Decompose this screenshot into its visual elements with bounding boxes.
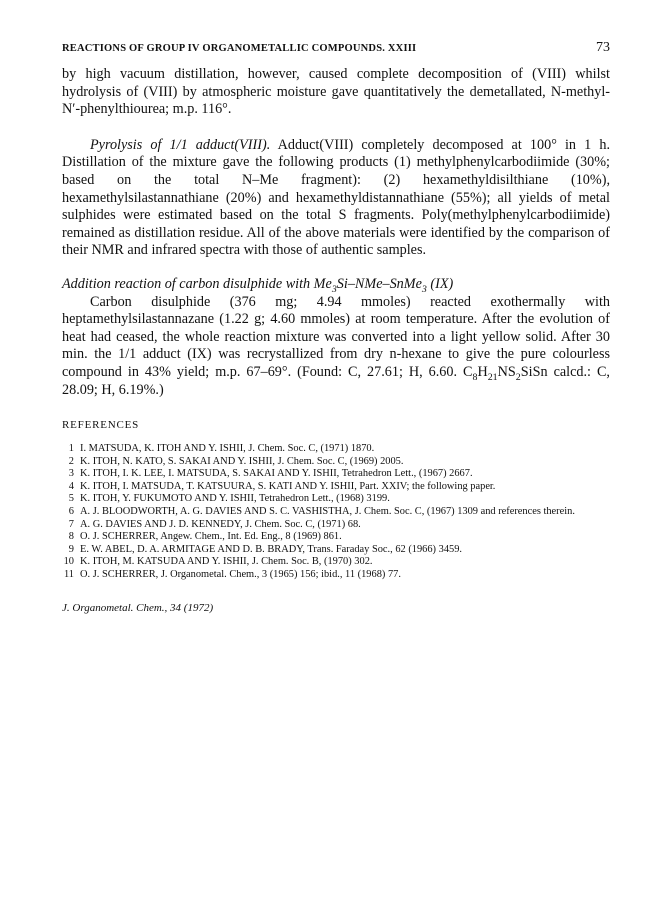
reference-item [62, 468, 610, 481]
paragraph-distillation: by high vacuum distillation, however, caused complete decomposition of (VIII) whilst hydrolysis of (VIII) by atmospheric moisture gave quantitatively the demetallated, N-methyl-N′-phenylthiourea; m.p. 116°. [62, 66, 610, 118]
page-number: 73 [596, 40, 610, 55]
reference-item [62, 569, 610, 582]
reference-text: A. G. DAVIES AND J. D. KENNEDY, J. Chem. Soc. C, (1971) 68. [80, 518, 361, 530]
reference-item [62, 493, 610, 506]
paper-page [62, 40, 610, 614]
reference-number: 4 [68, 480, 74, 492]
reference-text: I. MATSUDA, K. ITOH AND Y. ISHII, J. Chem. Soc. C, (1971) 1870. [80, 443, 375, 455]
paragraph-pyrolysis [62, 137, 610, 260]
reference-text: K. ITOH, I. K. LEE, I. MATSUDA, S. SAKAI AND Y. ISHII, Tetrahedron Lett., (1967) 2667. [80, 468, 473, 480]
reference-text: K. ITOH, M. KATSUDA AND Y. ISHII, J. Chem. Soc. B, (1970) 302. [80, 556, 373, 568]
formula: $C_8H_{21}NS_2SiSn$ [463, 363, 548, 383]
reference-item [62, 531, 610, 544]
reference-number: 9 [68, 543, 74, 555]
reference-number: 2 [68, 455, 74, 467]
reference-item [62, 443, 610, 456]
calcd-values: calcd.: C, 28.09; H, 6.19%.) [62, 363, 610, 398]
reference-number: 11 [63, 569, 74, 581]
running-head: REACTIONS OF GROUP IV ORGANOMETALLIC COMPOUNDS. XXIII [62, 43, 417, 54]
reference-text: K. ITOH, I. MATSUDA, T. KATSUURA, S. KATI AND Y. ISHII, Part. XXIV; the following paper. [80, 480, 496, 492]
reference-number: 7 [68, 518, 74, 530]
reference-number: 10 [63, 556, 74, 568]
paragraph-addition [62, 294, 610, 400]
references-title: REFERENCES [62, 419, 140, 432]
pyrolysis-heading: Pyrolysis of 1/1 adduct(VIII). [90, 136, 271, 153]
pyrolysis-body: Adduct(VIII) completely decomposed at 100° in 1 h. Distillation of the mixture gave the following products (1) methylphenylcarbodiimide (30%; based on the total N–Me fragment): (2) hexamethyldisilthiane (10%), hexamethylsilastannathiane (20%) and hexamethyldistannathiane (55%); all yields of metal sulphides were estimated based on the total S fragments. Poly(methylphenylcarbodiimide) remained as distillation residue. All of the above materials were identified by the comparison of their NMR and infrared spectra with those of authentic samples. [62, 136, 611, 259]
addition-body: Carbon disulphide (376 mg; 4.94 mmoles) reacted exothermally with heptamethylsilastannazane (1.22 g; 4.60 mmoles) at room temperature. After the evolution of heat had ceased, the whole reaction mixture was converted into a light yellow solid. After 30 min. the 1/1 adduct (IX) was recrystallized from dry n-hexane to give the pure colourless compound in 43% yield; m.p. 67–69°. (Found: C, 27.61; H, 6.60. [62, 293, 610, 380]
reference-text: E. W. ABEL, D. A. ARMITAGE AND D. B. BRADY, Trans. Faraday Soc., 62 (1966) 3459. [80, 543, 462, 555]
journal-footer: J. Organometal. Chem., 34 (1972) [62, 601, 214, 614]
reference-number: 5 [68, 493, 74, 505]
reference-item [62, 519, 610, 532]
reference-number: 8 [68, 531, 74, 543]
reference-item [62, 544, 610, 557]
reference-item [62, 481, 610, 494]
reference-number: 6 [68, 506, 74, 518]
reference-text: A. J. BLOODWORTH, A. G. DAVIES AND S. C. VASHISTHA, J. Chem. Soc. C, (1967) 1309 and references therein. [80, 506, 575, 518]
reference-number: 1 [68, 443, 74, 455]
reference-number: 3 [68, 468, 74, 480]
reference-text: O. J. SCHERRER, J. Organometal. Chem., 3 (1965) 156; ibid., 11 (1968) 77. [80, 569, 401, 581]
reference-text: K. ITOH, N. KATO, S. SAKAI AND Y. ISHII, J. Chem. Soc. C, (1969) 2005. [80, 455, 404, 467]
page-header [62, 40, 610, 62]
reference-item [62, 456, 610, 469]
reference-list [62, 443, 610, 582]
reference-text: K. ITOH, Y. FUKUMOTO AND Y. ISHII, Tetrahedron Lett., (1968) 3199. [80, 493, 390, 505]
reference-item [62, 506, 610, 519]
reference-text: O. J. SCHERRER, Angew. Chem., Int. Ed. Eng., 8 (1969) 861. [80, 531, 342, 543]
reference-item [62, 556, 610, 569]
section-heading-addition: Addition reaction of carbon disulphide with $Me_3Si-NMe-SnMe_3$ (IX) [62, 275, 454, 295]
